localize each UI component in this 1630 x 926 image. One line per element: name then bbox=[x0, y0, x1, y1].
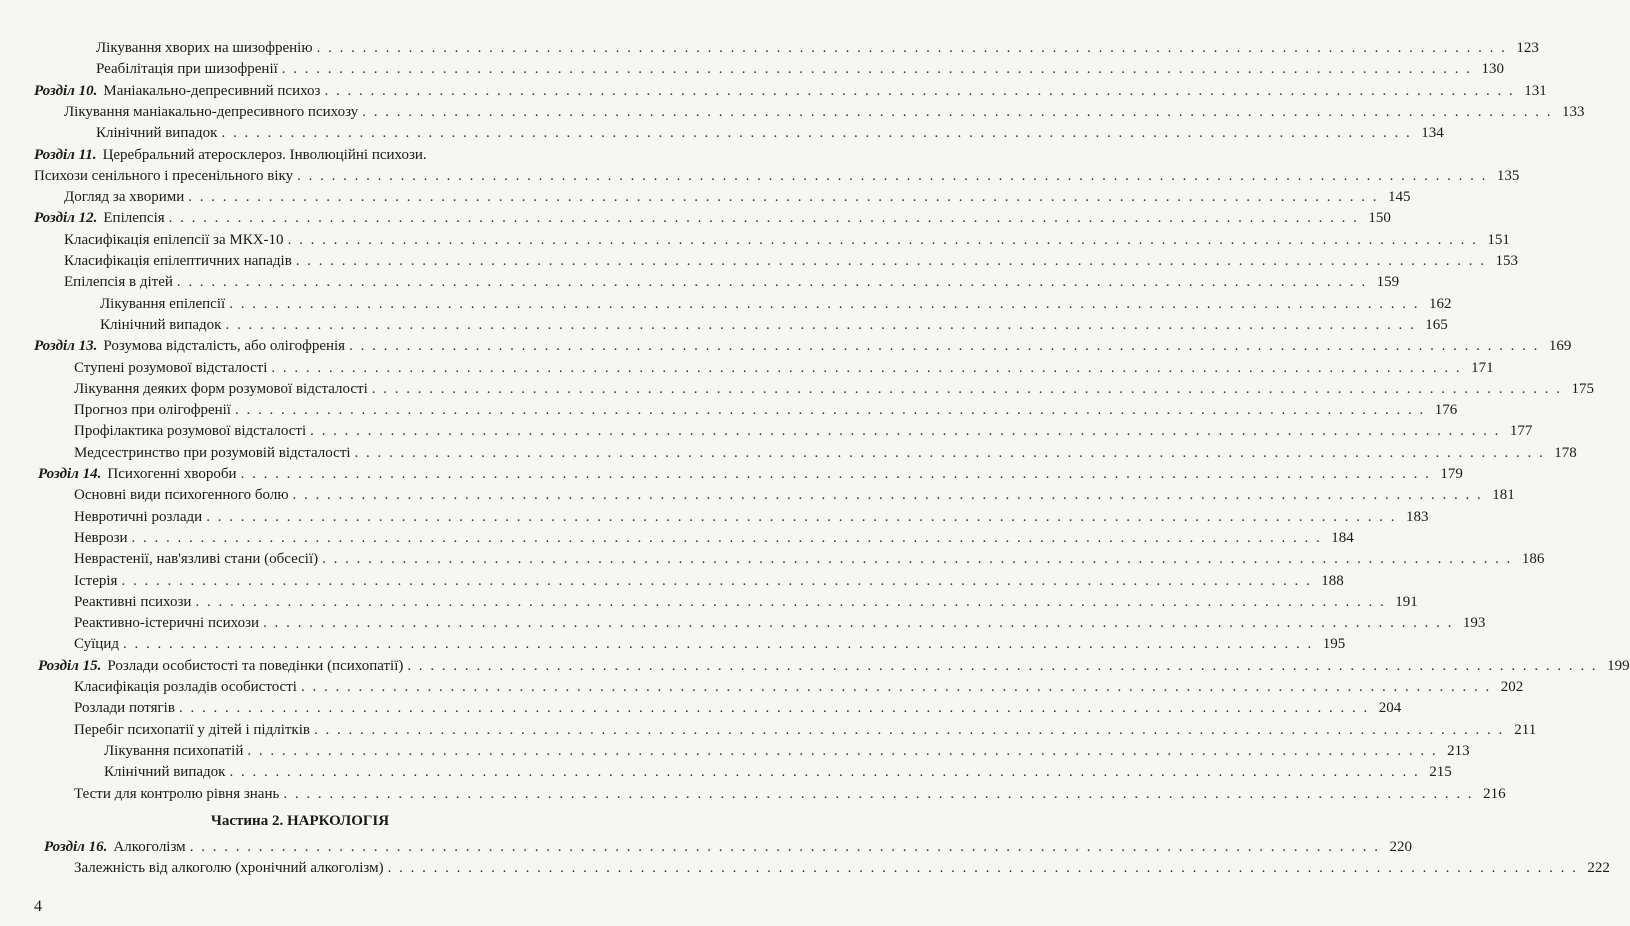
entry-title: Психогенні хвороби bbox=[107, 466, 237, 482]
dot-leader bbox=[225, 315, 1415, 335]
dot-leader bbox=[407, 656, 1597, 676]
toc-entry bbox=[74, 571, 1344, 591]
entry-page: 165 bbox=[1425, 316, 1448, 333]
entry-page: 186 bbox=[1521, 551, 1545, 568]
entry-title: Невротичні розлади bbox=[74, 508, 203, 525]
dot-leader bbox=[177, 272, 1367, 292]
section-number: Розділ 16. bbox=[44, 838, 108, 855]
entry-title: Реактивно-істеричні психози bbox=[74, 615, 260, 632]
entry-title: Лікування хворих на шизофренію bbox=[96, 40, 313, 56]
entry-page: 178 bbox=[1554, 444, 1577, 461]
toc-entry bbox=[74, 784, 1506, 804]
toc-entry bbox=[74, 720, 1537, 740]
entry-title-continuation: Психози сенільного і пресенільного віку bbox=[34, 167, 294, 184]
toc-entry bbox=[100, 315, 1448, 335]
entry-title: Класифікація епілептичних нападів bbox=[64, 253, 292, 269]
entry-page: 135 bbox=[1496, 167, 1520, 184]
toc-entry bbox=[96, 59, 1505, 79]
dot-leader bbox=[263, 613, 1453, 633]
toc-entry bbox=[64, 187, 1411, 207]
entry-page: 184 bbox=[1331, 529, 1354, 546]
section-number: Розділ 12. bbox=[34, 210, 98, 227]
dot-leader bbox=[349, 336, 1539, 356]
entry-title: Лікування епілепсії bbox=[100, 295, 226, 312]
entry-page: 181 bbox=[1492, 487, 1515, 504]
entry-title: Лікування психопатій bbox=[104, 742, 244, 759]
entry-page: 204 bbox=[1378, 700, 1402, 717]
entry-title: Неврози bbox=[74, 529, 128, 546]
dot-leader bbox=[324, 81, 1514, 101]
entry-title: Розлади особистості та поведінки (психопатії) bbox=[107, 657, 404, 674]
entry-title: Догляд за хворими bbox=[64, 189, 185, 206]
toc-entry bbox=[74, 485, 1515, 505]
dot-leader bbox=[282, 59, 1472, 79]
entry-page: 153 bbox=[1495, 253, 1519, 269]
entry-title: Істерія bbox=[74, 572, 118, 589]
toc-entry bbox=[104, 741, 1470, 761]
dot-leader bbox=[206, 507, 1396, 527]
entry-page: 193 bbox=[1462, 615, 1486, 632]
toc-entry bbox=[104, 762, 1452, 782]
entry-title: Епілепсія bbox=[103, 210, 165, 227]
entry-page: 130 bbox=[1481, 61, 1505, 78]
dot-leader bbox=[229, 762, 1419, 782]
dot-leader bbox=[296, 251, 1486, 271]
toc-entry bbox=[74, 613, 1486, 633]
dot-leader bbox=[179, 698, 1369, 718]
entry-title: Реактивні психози bbox=[74, 593, 192, 610]
entry-title: Залежність від алкоголю (хронічний алкоголізм) bbox=[74, 860, 384, 877]
toc-section-entry bbox=[38, 464, 1463, 484]
entry-title: Алкоголізм bbox=[113, 838, 186, 855]
entry-title: Ступені розумової відсталості bbox=[74, 359, 268, 376]
entry-page: 213 bbox=[1447, 742, 1470, 759]
part-label: Частина 2. bbox=[210, 812, 284, 829]
dot-leader bbox=[241, 464, 1431, 484]
toc-entry bbox=[96, 38, 1539, 58]
dot-leader bbox=[297, 166, 1487, 186]
dot-leader bbox=[362, 102, 1552, 122]
toc-entry bbox=[74, 507, 1429, 527]
toc-entry bbox=[64, 272, 1400, 292]
entry-page: 123 bbox=[1516, 40, 1539, 56]
dot-leader bbox=[314, 720, 1504, 740]
toc-entry bbox=[74, 858, 1610, 878]
entry-title: Лікування деяких форм розумової відсталості bbox=[74, 380, 368, 397]
entry-title: Клінічний випадок bbox=[100, 316, 222, 333]
entry-page: 159 bbox=[1376, 274, 1400, 291]
entry-page: 175 bbox=[1571, 380, 1595, 397]
entry-title: Розумова відсталість, або олігофренія bbox=[103, 338, 346, 355]
toc-section-heading-line bbox=[34, 145, 427, 165]
entry-title: Клінічний випадок bbox=[104, 764, 226, 781]
entry-page: 145 bbox=[1388, 189, 1411, 206]
entry-title: Маніакально-депресивний психоз bbox=[103, 82, 321, 99]
toc-entry bbox=[74, 443, 1577, 463]
toc-section-entry bbox=[34, 208, 1391, 228]
part-title: НАРКОЛОГІЯ bbox=[286, 812, 390, 829]
entry-title: Реабілітація при шизофренії bbox=[96, 61, 278, 78]
dot-leader bbox=[301, 677, 1491, 697]
toc-section-entry bbox=[38, 656, 1630, 676]
entry-title: Епілепсія в дітей bbox=[64, 274, 173, 291]
entry-page: 195 bbox=[1322, 636, 1346, 653]
section-number: Розділ 10. bbox=[34, 82, 98, 99]
entry-title: Класифікація розладів особистості bbox=[74, 679, 297, 695]
entry-title: Медсестринство при розумовій відсталості bbox=[74, 444, 351, 461]
entry-page: 202 bbox=[1500, 679, 1524, 695]
section-number: Розділ 14. bbox=[38, 466, 102, 482]
toc-entry bbox=[74, 358, 1494, 378]
entry-page: 171 bbox=[1471, 359, 1494, 376]
dot-leader bbox=[283, 784, 1473, 804]
entry-title: Розлади потягів bbox=[74, 700, 175, 717]
entry-title: Лікування маніакально-депресивного психозу bbox=[64, 103, 359, 120]
entry-title: Неврастенії, нав'язливі стани (обсесії) bbox=[74, 551, 319, 568]
toc-entry bbox=[64, 251, 1519, 271]
dot-leader bbox=[372, 379, 1562, 399]
dot-leader bbox=[123, 634, 1313, 654]
entry-title: Класифікація епілепсії за МКХ-10 bbox=[64, 231, 284, 248]
toc-entry bbox=[96, 123, 1444, 143]
toc-entry bbox=[100, 294, 1452, 314]
entry-page: 199 bbox=[1607, 657, 1630, 674]
toc-entry bbox=[64, 102, 1585, 122]
entry-title: Прогноз при олігофренії bbox=[74, 402, 231, 419]
entry-title: Церебральний атеросклероз. Інволюційні психози. bbox=[102, 146, 427, 163]
page-number: 4 bbox=[34, 898, 42, 915]
toc-entry bbox=[74, 549, 1545, 569]
dot-leader bbox=[195, 592, 1385, 612]
toc-entry bbox=[74, 421, 1533, 441]
dot-leader bbox=[121, 571, 1311, 591]
toc-section-entry bbox=[34, 336, 1572, 356]
dot-leader bbox=[188, 187, 1378, 207]
section-number: Розділ 13. bbox=[34, 338, 98, 355]
entry-title: Суїцид bbox=[74, 636, 119, 653]
toc-section-entry bbox=[34, 166, 1520, 186]
entry-page: 188 bbox=[1321, 572, 1344, 589]
dot-leader bbox=[288, 230, 1478, 250]
dot-leader bbox=[271, 358, 1461, 378]
toc-entry bbox=[64, 230, 1510, 250]
dot-leader bbox=[322, 549, 1512, 569]
entry-title: Тести для контролю рівня знань bbox=[74, 785, 280, 802]
dot-leader bbox=[229, 294, 1419, 314]
entry-page: 134 bbox=[1421, 125, 1444, 142]
entry-page: 191 bbox=[1395, 593, 1418, 610]
toc-entry bbox=[74, 634, 1346, 654]
entry-title: Профілактика розумової відсталості bbox=[74, 423, 307, 440]
dot-leader bbox=[190, 837, 1380, 857]
toc-entry bbox=[74, 677, 1524, 697]
entry-page: 176 bbox=[1434, 402, 1458, 419]
entry-page: 162 bbox=[1428, 295, 1452, 312]
toc-entry bbox=[74, 592, 1418, 612]
entry-page: 131 bbox=[1524, 82, 1547, 99]
entry-page: 179 bbox=[1440, 466, 1463, 482]
entry-page: 220 bbox=[1389, 838, 1412, 855]
toc-section-entry bbox=[34, 81, 1547, 101]
toc-entry bbox=[74, 400, 1458, 420]
entry-title: Клінічний випадок bbox=[96, 125, 218, 142]
dot-leader bbox=[310, 421, 1500, 441]
entry-page: 169 bbox=[1548, 338, 1572, 355]
entry-title: Основні види психогенного болю bbox=[74, 487, 289, 504]
entry-page: 150 bbox=[1368, 210, 1391, 227]
dot-leader bbox=[247, 741, 1437, 761]
entry-page: 133 bbox=[1561, 103, 1585, 120]
toc-entry bbox=[74, 379, 1595, 399]
section-number: Розділ 11. bbox=[34, 146, 97, 163]
toc-entry bbox=[74, 528, 1354, 548]
dot-leader bbox=[317, 38, 1507, 58]
dot-leader bbox=[388, 858, 1578, 878]
dot-leader bbox=[169, 208, 1359, 228]
dot-leader bbox=[355, 443, 1545, 463]
entry-page: 151 bbox=[1487, 231, 1510, 248]
entry-page: 215 bbox=[1429, 764, 1452, 781]
entry-page: 177 bbox=[1509, 423, 1533, 440]
toc-section-entry bbox=[44, 837, 1412, 857]
part-heading bbox=[0, 813, 600, 830]
entry-page: 216 bbox=[1483, 785, 1506, 802]
entry-title: Перебіг психопатії у дітей і підлітків bbox=[74, 721, 310, 738]
dot-leader bbox=[221, 123, 1411, 143]
dot-leader bbox=[235, 400, 1425, 420]
toc-entry bbox=[74, 698, 1402, 718]
entry-page: 222 bbox=[1587, 860, 1610, 877]
entry-page: 211 bbox=[1514, 721, 1537, 738]
section-number: Розділ 15. bbox=[38, 657, 102, 674]
dot-leader bbox=[132, 528, 1322, 548]
dot-leader bbox=[293, 485, 1483, 505]
entry-page: 183 bbox=[1405, 508, 1429, 525]
